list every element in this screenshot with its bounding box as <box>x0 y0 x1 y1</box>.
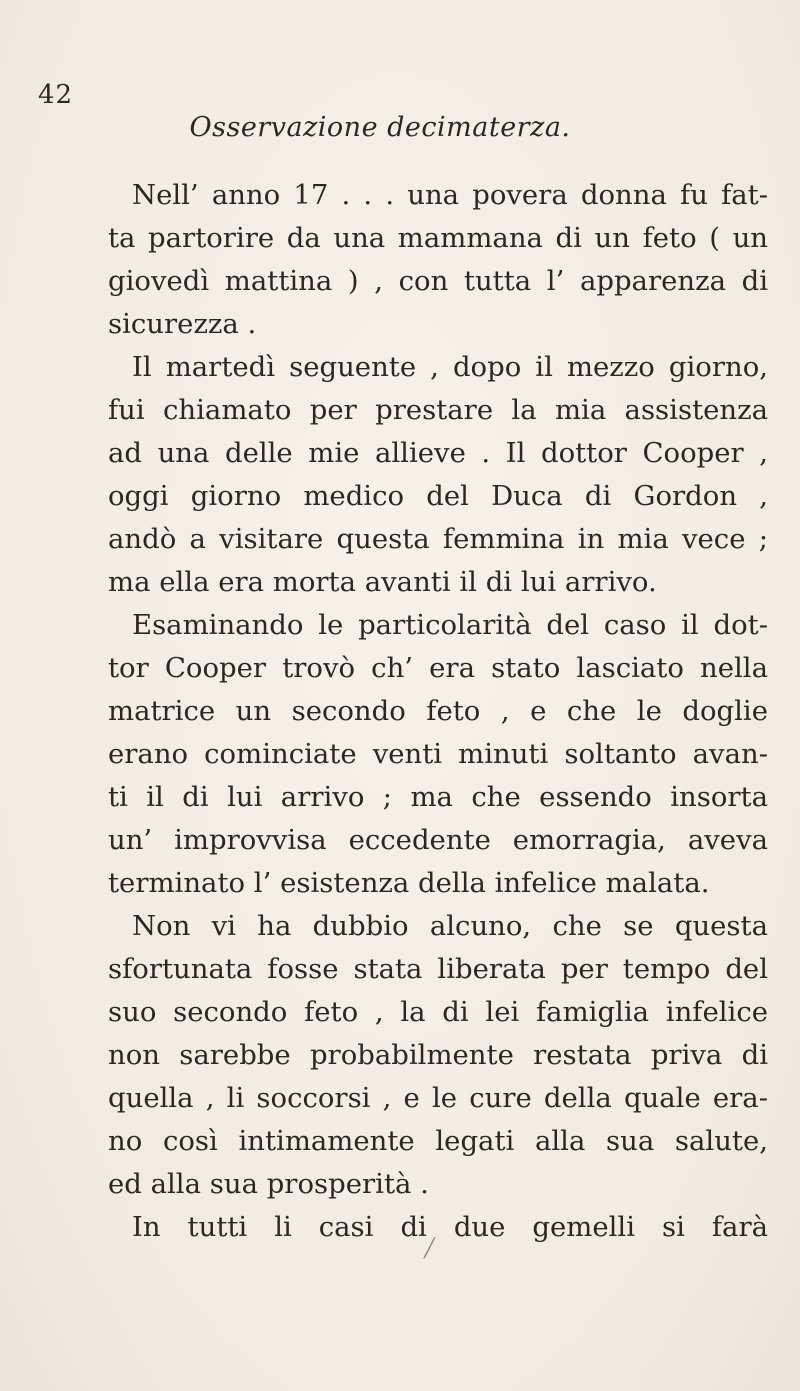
text-line: Il martedì seguente , dopo il mezzo giorno, <box>132 351 768 383</box>
text-line: suo secondo feto , la di lei famiglia infelice <box>108 996 768 1028</box>
text-line: Nell’ anno 17 . . . una povera donna fu fat- <box>132 179 768 211</box>
page-number: 42 <box>38 80 74 110</box>
text-line: ta partorire da una mammana di un feto ( un <box>108 222 768 254</box>
text-line: ad una delle mie allieve . Il dottor Cooper , <box>108 437 768 469</box>
section-heading: Osservazione decimaterza. <box>189 112 571 143</box>
text-line: ti il di lui arrivo ; ma che essendo insorta <box>108 781 768 813</box>
text-line: sicurezza . <box>108 308 257 340</box>
text-line: un’ improvvisa eccedente emorragia, aveva <box>108 824 768 856</box>
text-line: tor Cooper trovò ch’ era stato lasciato nella <box>108 652 768 684</box>
text-line: fui chiamato per prestare la mia assistenza <box>108 394 768 426</box>
text-line: no così intimamente legati alla sua salute, <box>108 1125 768 1157</box>
text-line: Non vi ha dubbio alcuno, che se questa <box>132 910 768 942</box>
text-line: matrice un secondo feto , e che le doglie <box>108 695 768 727</box>
text-line: quella , li soccorsi , e le cure della quale era- <box>108 1082 768 1114</box>
text-line: sfortunata fosse stata liberata per tempo del <box>108 953 768 985</box>
text-line: giovedì mattina ) , con tutta l’ apparenza di <box>108 265 768 297</box>
text-line: ma ella era morta avanti il di lui arrivo. <box>108 566 657 598</box>
text-line: erano cominciate venti minuti soltanto avan- <box>108 738 768 770</box>
text-line: andò a visitare questa femmina in mia vece ; <box>108 523 768 555</box>
text-line: non sarebbe probabilmente restata priva di <box>108 1039 768 1071</box>
text-line: ed alla sua prosperità . <box>108 1168 429 1200</box>
text-line: Esaminando le particolarità del caso il dot- <box>132 609 768 641</box>
text-line: terminato l’ esistenza della infelice malata. <box>108 867 710 899</box>
ink-mark: ╱ <box>424 1238 435 1259</box>
body-text <box>108 174 768 1249</box>
text-line: In tutti li casi di due gemelli si farà <box>132 1211 768 1243</box>
text-line: oggi giorno medico del Duca di Gordon , <box>108 480 768 512</box>
